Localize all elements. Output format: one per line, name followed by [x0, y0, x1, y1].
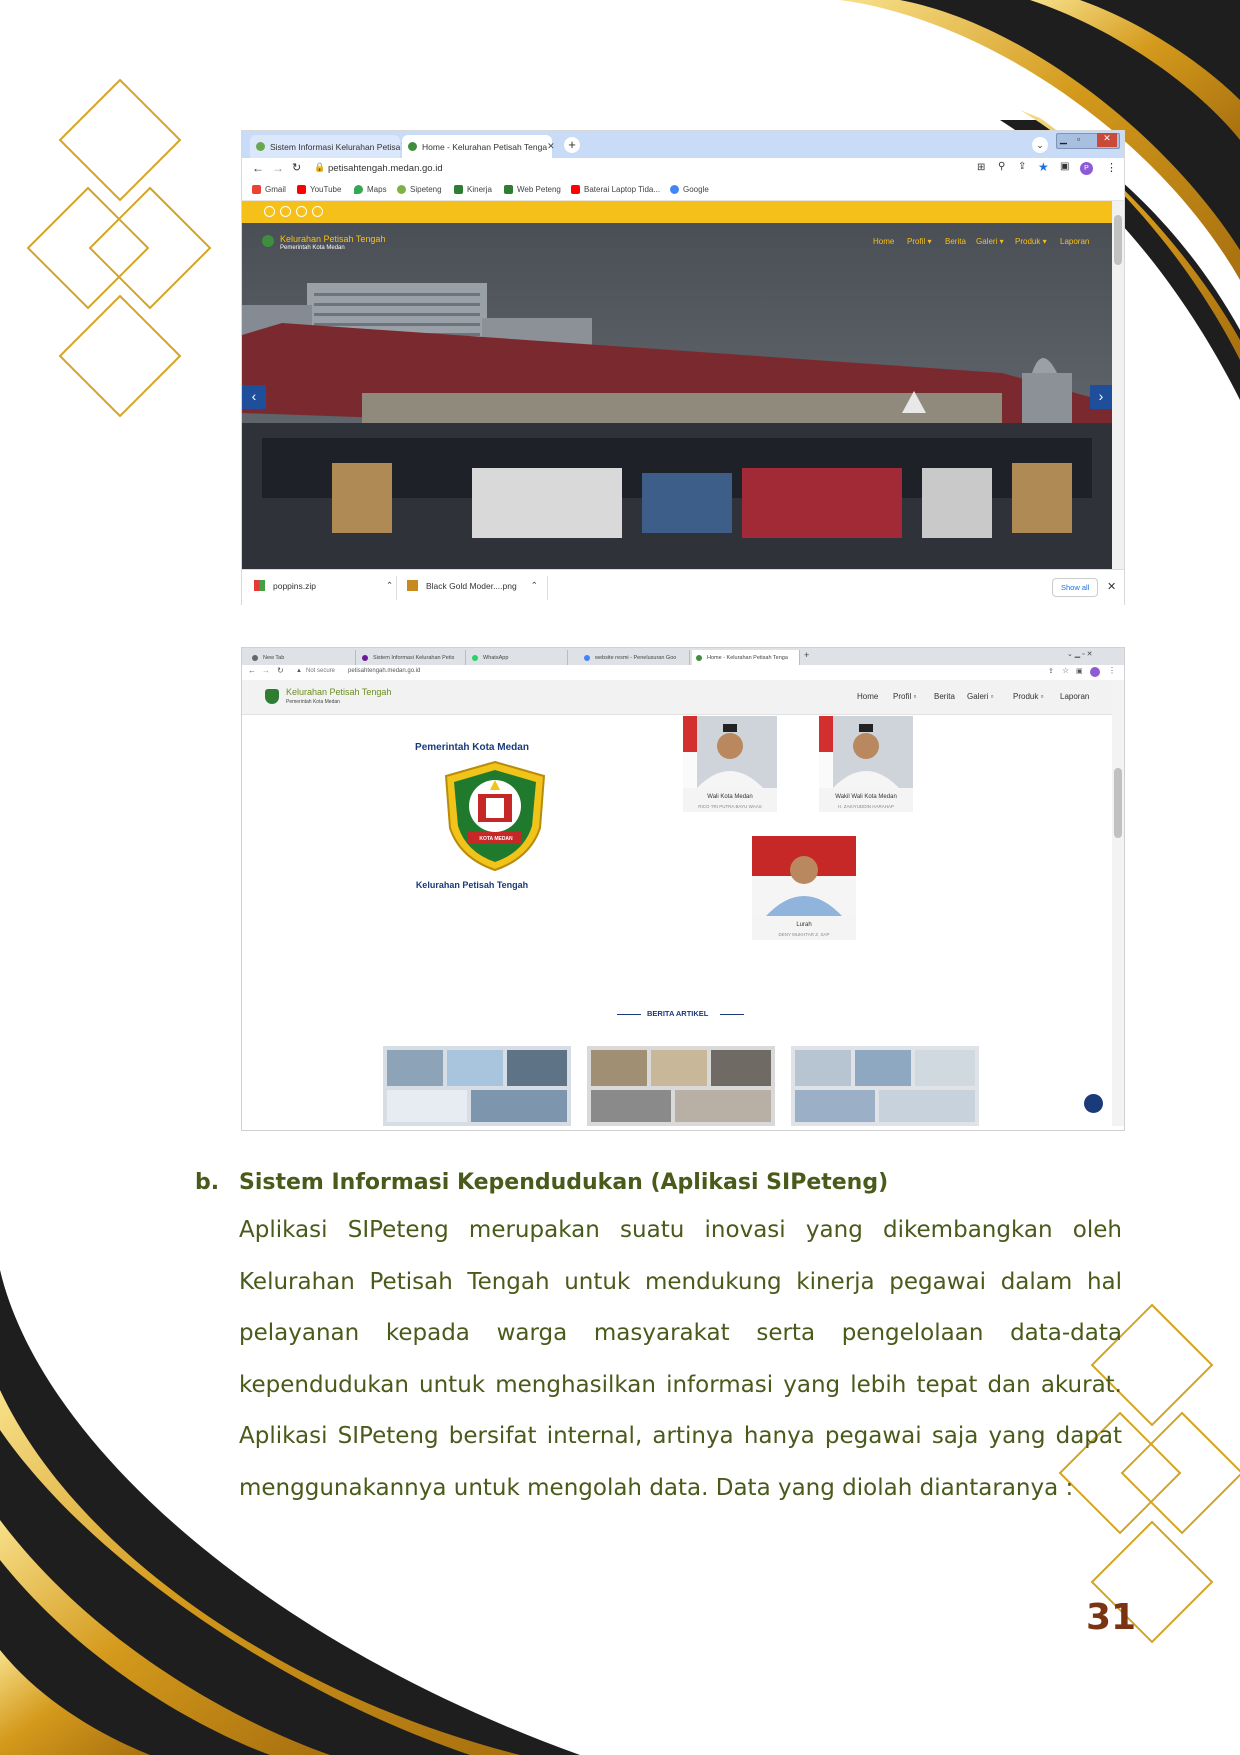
side-panel-icon[interactable]: ▣ — [1060, 161, 1070, 172]
minimize-icon[interactable]: ▁ — [1060, 134, 1067, 144]
news-thumbnail[interactable] — [587, 1046, 775, 1126]
address-bar — [242, 665, 1124, 680]
hero-photo — [242, 223, 1112, 569]
close-icon[interactable]: ✕ — [1107, 581, 1117, 593]
site-favicon-icon — [408, 142, 417, 151]
site-subtitle: Pemerintah Kota Medan — [280, 245, 345, 251]
youtube-icon — [571, 185, 580, 194]
official-card[interactable] — [683, 716, 777, 812]
translate-icon[interactable]: ⊞ — [977, 162, 986, 173]
official-role: Wakil Wali Kota Medan — [835, 794, 897, 800]
official-name: H. ZAKIYUDDIN HARAHAP — [837, 804, 894, 809]
url-text[interactable]: petisahtengah.medan.go.id — [348, 668, 421, 674]
official-card[interactable] — [819, 716, 913, 812]
google-icon — [584, 655, 590, 661]
paragraph-line: pelayanan kepada warga masyarakat serta pengelolaan data-data — [239, 1320, 1122, 1347]
sipeteng-icon — [397, 185, 406, 194]
paragraph-line: Aplikasi SIPeteng merupakan suatu inovasi yang dikembangkan oleh — [239, 1217, 1122, 1243]
new-tab-button[interactable]: + — [804, 650, 810, 660]
paragraph-line: menggunakannya untuk mengolah data. Data yang diolah diantaranya : — [239, 1474, 1074, 1501]
back-icon[interactable]: ← — [248, 666, 256, 675]
new-tab-icon — [252, 655, 258, 661]
gmail-icon — [252, 185, 261, 194]
official-photo — [752, 836, 856, 916]
facebook-icon[interactable] — [280, 206, 291, 217]
maps-icon — [354, 185, 363, 194]
site-title[interactable]: Kelurahan Petisah Tengah — [286, 687, 392, 697]
browser-tab[interactable]: New Tab — [248, 650, 356, 665]
window-controls[interactable]: ⌄ ▁ ▫ ✕ — [1067, 651, 1093, 658]
page-number: 31 — [1086, 1597, 1137, 1638]
back-icon[interactable]: ← — [252, 161, 264, 175]
site-navbar — [242, 680, 1112, 715]
nav-profil[interactable]: Profil ▾ — [907, 237, 932, 246]
url-text[interactable]: petisahtengah.medan.go.id — [328, 163, 443, 174]
star-icon[interactable]: ☆ — [1062, 666, 1070, 675]
new-tab-button[interactable]: + — [564, 137, 580, 153]
nav-home[interactable]: Home — [857, 692, 879, 701]
window-controls — [1056, 133, 1120, 149]
browser-tab[interactable]: Sistem Informasi Kelurahan Petis — [358, 650, 466, 665]
bookmarks-bar — [242, 181, 1124, 201]
side-panel-icon[interactable]: ▣ — [1076, 668, 1083, 675]
reload-icon[interactable]: ↻ — [277, 666, 284, 675]
browser-screenshot-1 — [241, 130, 1125, 605]
warning-icon: ▲ — [296, 668, 302, 674]
scroll-thumb[interactable] — [1114, 215, 1122, 265]
web-peteng-icon — [504, 185, 513, 194]
divider — [547, 576, 548, 600]
browser-tab[interactable]: Sistem Informasi Kelurahan Petisa — [250, 135, 400, 158]
star-icon[interactable]: ★ — [1038, 160, 1049, 174]
site-title[interactable]: Kelurahan Petisah Tengah — [280, 234, 386, 244]
divider — [617, 1014, 641, 1015]
browser-tab-active[interactable]: Home - Kelurahan Petisah Tenga — [692, 650, 800, 665]
downloads-bar — [242, 569, 1124, 605]
instagram-icon[interactable] — [296, 206, 307, 217]
official-name: RICO TRI PUTRA BAYU WAAS — [698, 804, 762, 809]
tab-search-button[interactable]: ⌄ — [1032, 137, 1048, 153]
scrollbar[interactable] — [1112, 680, 1124, 1126]
section-heading: Sistem Informasi Kependudukan (Aplikasi SIPeteng) — [239, 1170, 889, 1195]
section-title: BERITA ARTIKEL — [647, 1009, 709, 1018]
share-icon[interactable]: ⇪ — [1048, 668, 1054, 675]
site-favicon-icon — [696, 655, 702, 661]
twitter-icon[interactable] — [264, 206, 275, 217]
whatsapp-icon — [472, 655, 478, 661]
official-name: DENY MUKHTAR Z, SAP — [778, 932, 830, 937]
download-item[interactable]: Black Gold Moder....png ⌃ — [407, 580, 538, 591]
list-marker: b. — [195, 1170, 220, 1195]
profile-avatar[interactable]: P — [1080, 162, 1093, 175]
official-role: Wali Kota Medan — [707, 794, 753, 800]
nav-produk[interactable]: Produk ▾ — [1015, 237, 1047, 246]
browser-tab-strip — [242, 131, 1124, 158]
show-all-button[interactable]: Show all — [1052, 578, 1098, 597]
emblem-banner-text: KOTA MEDAN — [479, 836, 513, 842]
lock-icon: 🔒 — [314, 162, 326, 172]
paragraph-line: Aplikasi SIPeteng bersifat internal, artinya hanya pegawai saja yang dapat — [239, 1423, 1122, 1450]
nav-produk[interactable]: Produk ▫ — [1013, 692, 1044, 701]
browser-tab[interactable]: WhatsApp — [468, 650, 568, 665]
forward-icon[interactable]: → — [262, 666, 270, 675]
news-thumbnail[interactable] — [383, 1046, 571, 1126]
nav-laporan[interactable]: Laporan — [1060, 237, 1090, 246]
nav-home[interactable]: Home — [873, 237, 895, 246]
bookmark-kinerja[interactable]: Kinerja — [454, 185, 492, 194]
scroll-thumb[interactable] — [1114, 768, 1122, 838]
nav-profil[interactable]: Profil ▫ — [893, 692, 917, 701]
news-thumbnail[interactable] — [791, 1046, 979, 1126]
site-logo-icon — [265, 689, 279, 704]
site-subtitle: Pemerintah Kota Medan — [286, 699, 340, 705]
divider — [720, 1014, 744, 1015]
bookmark-baterai[interactable]: Baterai Laptop Tida... — [571, 185, 660, 194]
menu-kebab-icon[interactable]: ⋮ — [1106, 162, 1117, 174]
official-photo — [819, 716, 913, 788]
bookmark-web-peteng[interactable]: Web Peteng — [504, 185, 561, 194]
diamond-ornament-left — [28, 80, 210, 416]
official-photo — [683, 716, 777, 788]
nav-galeri[interactable]: Galeri ▫ — [967, 692, 994, 701]
scrollbar[interactable] — [1112, 201, 1124, 569]
menu-kebab-icon[interactable]: ⋮ — [1108, 666, 1116, 675]
site-favicon-icon — [362, 655, 368, 661]
browser-tab[interactable]: website resmi - Penelusuran Goo — [580, 650, 690, 665]
slider-prev-button[interactable]: ‹ — [242, 385, 266, 409]
kinerja-icon — [454, 185, 463, 194]
kota-medan-emblem — [440, 758, 550, 873]
browser-tab-active[interactable]: Home - Kelurahan Petisah Tenga ✕ — [402, 135, 552, 158]
hero-slider — [242, 223, 1112, 569]
share-icon[interactable]: ⇪ — [1018, 161, 1027, 172]
image-file-icon — [407, 580, 418, 591]
reload-icon[interactable]: ↻ — [292, 162, 302, 174]
official-card[interactable] — [752, 836, 856, 940]
divider — [396, 576, 397, 600]
bookmark-youtube[interactable]: YouTube — [297, 185, 341, 194]
google-icon — [670, 185, 679, 194]
bookmark-sipeteng[interactable]: Sipeteng — [397, 185, 442, 194]
nav-laporan[interactable]: Laporan — [1060, 692, 1090, 701]
download-item[interactable]: poppins.zip ⌃ — [254, 580, 393, 591]
forward-icon[interactable]: → — [272, 161, 284, 175]
youtube-icon — [297, 185, 306, 194]
slider-next-button[interactable]: › — [1090, 385, 1112, 409]
bookmark-google[interactable]: Google — [670, 185, 709, 194]
zip-file-icon — [254, 580, 265, 591]
close-window-icon[interactable]: ✕ — [1097, 133, 1117, 147]
nav-berita[interactable]: Berita — [934, 692, 955, 701]
site-logo-icon — [262, 235, 274, 247]
logo-caption-bottom: Kelurahan Petisah Tengah — [415, 880, 529, 890]
social-topbar — [242, 201, 1112, 223]
close-tab-icon[interactable]: ✕ — [547, 141, 555, 151]
logo-caption-top: Pemerintah Kota Medan — [415, 742, 529, 753]
browser-screenshot-2 — [241, 647, 1125, 1131]
chevron-up-icon[interactable]: ⌃ — [530, 580, 538, 590]
official-role: Lurah — [796, 922, 812, 928]
security-label[interactable]: Not secure — [306, 668, 336, 674]
chevron-up-icon[interactable]: ⌃ — [386, 580, 394, 590]
address-bar — [242, 158, 1124, 181]
zoom-icon[interactable]: ⚲ — [998, 161, 1006, 172]
maximize-icon[interactable]: ▫ — [1077, 134, 1081, 144]
youtube-icon[interactable] — [312, 206, 323, 217]
site-favicon-icon — [256, 142, 265, 151]
nav-berita[interactable]: Berita — [945, 237, 966, 246]
paragraph-line: Kelurahan Petisah Tengah untuk mendukung kinerja pegawai dalam hal — [239, 1268, 1122, 1295]
chat-bubble-button[interactable] — [1084, 1094, 1103, 1113]
profile-avatar[interactable] — [1090, 667, 1100, 677]
browser-tab-strip — [242, 648, 1124, 665]
paragraph-line: kependudukan untuk menghasilkan informasi yang lebih tepat dan akurat. — [239, 1371, 1122, 1398]
nav-galeri[interactable]: Galeri ▾ — [976, 237, 1004, 246]
bookmark-maps[interactable]: Maps — [354, 185, 387, 194]
body-paragraph — [239, 1205, 1122, 1515]
bookmark-gmail[interactable]: Gmail — [252, 185, 286, 194]
